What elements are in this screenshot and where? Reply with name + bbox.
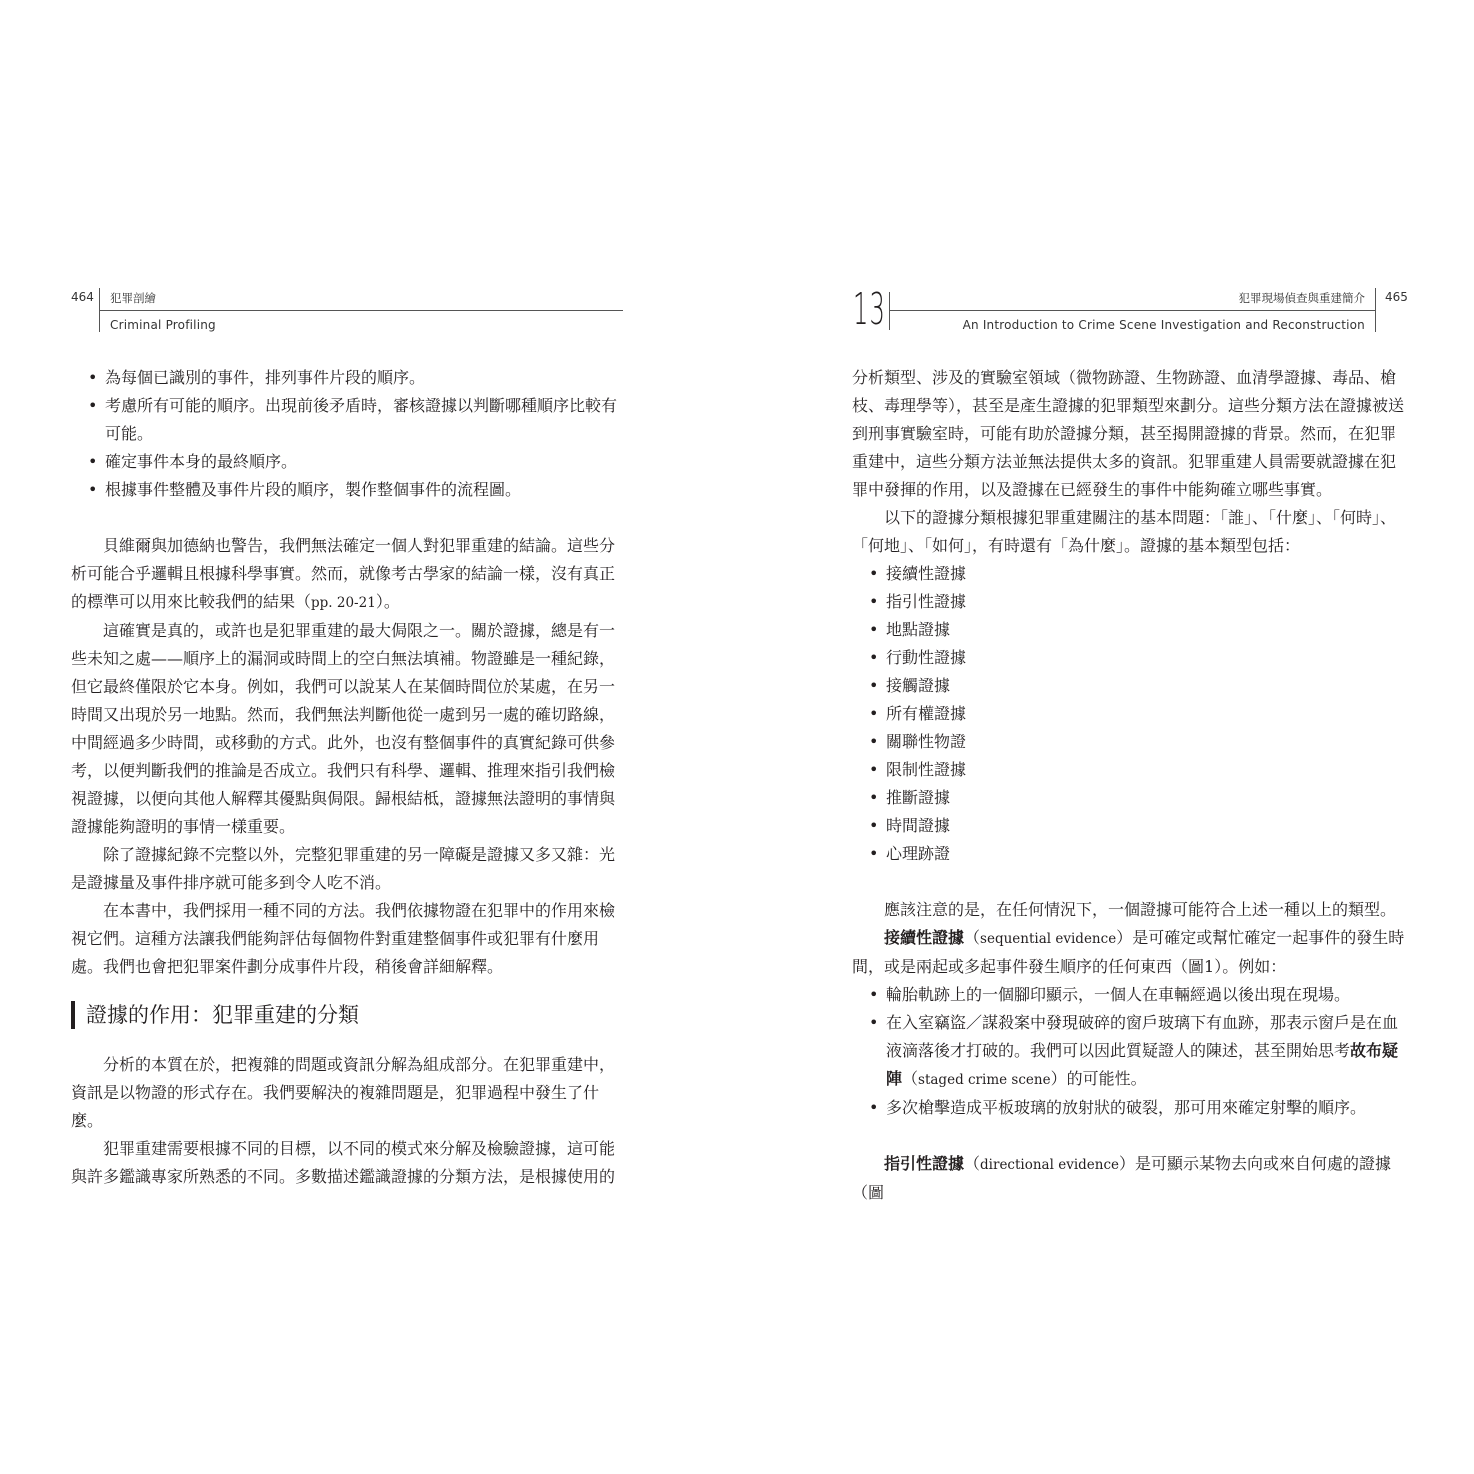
left-page-number: 464 bbox=[71, 290, 94, 304]
bullet-icon: • bbox=[869, 788, 879, 807]
left-running-title: 犯罪剖繪 bbox=[110, 291, 156, 305]
bullet-icon: • bbox=[869, 760, 879, 779]
paragraph: 分析的本質在於，把複雜的問題或資訊分解為組成部分。在犯罪重建中，資訊是以物證的形式存在。我們要解決的複雜問題是，犯罪過程中發生了什麼。 bbox=[71, 1055, 616, 1130]
bullet-icon: • bbox=[869, 1098, 879, 1117]
paragraph: 貝維爾與加德納也警告，我們無法確定一個人對犯罪重建的結論。這些分析可能合乎邏輯且根據科學事實。然而，就像考古學家的結論一樣，沒有真正的標準可以用來比較我們的結果（pp. 20-21）。 bbox=[71, 536, 616, 611]
right-page bbox=[737, 0, 1474, 1474]
bullet-icon: • bbox=[869, 816, 879, 835]
right-header-vertical-rule bbox=[1375, 288, 1376, 332]
bullet-icon: • bbox=[869, 844, 879, 863]
procedure-bullet-list bbox=[71, 364, 625, 504]
bullet-icon: • bbox=[869, 704, 879, 723]
paragraph: 犯罪重建需要根據不同的目標，以不同的模式來分解及檢驗證據，這可能與許多鑑識專家所熟悉的不同。多數描述鑑識證據的分類方法，是根據使用的 bbox=[71, 1139, 616, 1186]
list-item: • 推斷證據 bbox=[852, 784, 1405, 812]
list-item: • 指引性證據 bbox=[852, 588, 1405, 616]
paragraph: 在本書中，我們採用一種不同的方法。我們依據物證在犯罪中的作用來檢視它們。這種方法讓我們能夠評估每個物件對重建整個事件或犯罪有什麼用處。我們也會把犯罪案件劃分成事件片段，稍後會詳細解釋。 bbox=[71, 901, 616, 976]
evidence-type-list bbox=[852, 560, 1405, 868]
left-header-rule bbox=[99, 310, 623, 311]
list-item: • 地點證據 bbox=[852, 616, 1405, 644]
list-item: • 限制性證據 bbox=[852, 756, 1405, 784]
chapter-number: 13 bbox=[853, 284, 886, 335]
section-heading: 證據的作用：犯罪重建的分類 bbox=[71, 1001, 625, 1029]
bullet-icon: • bbox=[88, 396, 98, 415]
paragraph: 除了證據紀錄不完整以外，完整犯罪重建的另一障礙是證據又多又雜：光是證據量及事件排序就可能多到令人吃不消。 bbox=[71, 845, 616, 892]
paragraph: 指引性證據（directional evidence）是可顯示某物去向或來自何處的證據（圖 bbox=[852, 1154, 1392, 1202]
list-item: • 在入室竊盜／謀殺案中發現破碎的窗戶玻璃下有血跡，那表示窗戶是在血液滴落後才打破的。我們可以因此質疑證人的陳述，甚至開始思考故布疑陣（staged crime scene）的可能性。 bbox=[852, 1009, 1405, 1094]
paragraph: 分析類型、涉及的實驗室領域（微物跡證、生物跡證、血清學證據、毒品、槍枝、毒理學等），甚至是產生證據的犯罪類型來劃分。這些分類方法在證據被送到刑事實驗室時，可能有助於證據分類，甚至揭開證據的背景。然而，在犯罪重建中，這些分類方法並無法提供太多的資訊。犯罪重建人員需要就證據在犯罪中發揮的作用，以及證據在已經發生的事件中能夠確立哪些事實。 bbox=[852, 368, 1405, 499]
bullet-icon: • bbox=[88, 452, 98, 471]
paragraph: 應該注意的是，在任何情況下，一個證據可能符合上述一種以上的類型。 bbox=[884, 900, 1397, 919]
term-directional-evidence: 指引性證據 bbox=[884, 1154, 965, 1173]
bullet-icon: • bbox=[869, 592, 879, 611]
list-item: • 確定事件本身的最終順序。 bbox=[71, 448, 625, 476]
bullet-icon: • bbox=[869, 1013, 879, 1032]
right-page-number: 465 bbox=[1385, 290, 1408, 304]
bullet-icon: • bbox=[869, 648, 879, 667]
bullet-icon: • bbox=[869, 985, 879, 1004]
list-item: • 為每個已識別的事件，排列事件片段的順序。 bbox=[71, 364, 625, 392]
bullet-icon: • bbox=[869, 732, 879, 751]
bullet-icon: • bbox=[869, 564, 879, 583]
bullet-icon: • bbox=[869, 620, 879, 639]
list-item: • 行動性證據 bbox=[852, 644, 1405, 672]
term-sequential-evidence: 接續性證據 bbox=[884, 928, 965, 947]
list-item: • 接續性證據 bbox=[852, 560, 1405, 588]
right-header-rule bbox=[889, 310, 1375, 311]
citation: pp. 20-21 bbox=[311, 595, 376, 611]
example-bullet-list bbox=[852, 981, 1405, 1122]
list-item: • 多次槍擊造成平板玻璃的放射狀的破裂，那可用來確定射擊的順序。 bbox=[852, 1094, 1405, 1122]
bullet-icon: • bbox=[88, 480, 98, 499]
bullet-icon: • bbox=[88, 368, 98, 387]
list-item: • 考慮所有可能的順序。出現前後矛盾時，審核證據以判斷哪種順序比較有可能。 bbox=[71, 392, 625, 448]
left-running-title-en: Criminal Profiling bbox=[110, 318, 216, 332]
list-item: • 所有權證據 bbox=[852, 700, 1405, 728]
left-body bbox=[71, 364, 625, 1191]
right-header-vertical-rule-left bbox=[889, 292, 890, 330]
list-item: • 接觸證據 bbox=[852, 672, 1405, 700]
right-running-title-en: An Introduction to Crime Scene Investigation and Reconstruction bbox=[962, 318, 1365, 332]
right-running-title: 犯罪現場偵查與重建簡介 bbox=[1238, 291, 1365, 305]
list-item: • 根據事件整體及事件片段的順序，製作整個事件的流程圖。 bbox=[71, 476, 625, 504]
list-item: • 心理跡證 bbox=[852, 840, 1405, 868]
list-item: • 輪胎軌跡上的一個腳印顯示，一個人在車輛經過以後出現在現場。 bbox=[852, 981, 1405, 1009]
right-body bbox=[852, 364, 1405, 1207]
paragraph: 這確實是真的，或許也是犯罪重建的最大侷限之一。關於證據，總是有一些未知之處——順序上的漏洞或時間上的空白無法填補。物證雖是一種紀錄，但它最終僅限於它本身。例如，我們可以說某人在某個時間位於某處，在另一時間又出現於另一地點。然而，我們無法判斷他從一處到另一處的確切路線，中間經過多少時間，或移動的方式。此外，也沒有整個事件的真實紀錄可供參考，以便判斷我們的推論是否成立。我們只有科學、邏輯、推理來指引我們檢視證據，以便向其他人解釋其優點與侷限。歸根結柢，證據無法證明的事情與證據能夠證明的事情一樣重要。 bbox=[71, 621, 616, 836]
list-item: • 關聯性物證 bbox=[852, 728, 1405, 756]
paragraph: 以下的證據分類根據犯罪重建關注的基本問題：「誰」、「什麼」、「何時」、「何地」、「如何」，有時還有「為什麼」。證據的基本類型包括： bbox=[852, 508, 1397, 555]
list-item: • 時間證據 bbox=[852, 812, 1405, 840]
paragraph: 接續性證據（sequential evidence）是可確定或幫忙確定一起事件的發生時間，或是兩起或多起事件發生順序的任何東西（圖1）。例如： bbox=[852, 928, 1405, 976]
bullet-icon: • bbox=[869, 676, 879, 695]
term-staged-crime-scene: 故布疑陣 bbox=[886, 1041, 1399, 1088]
